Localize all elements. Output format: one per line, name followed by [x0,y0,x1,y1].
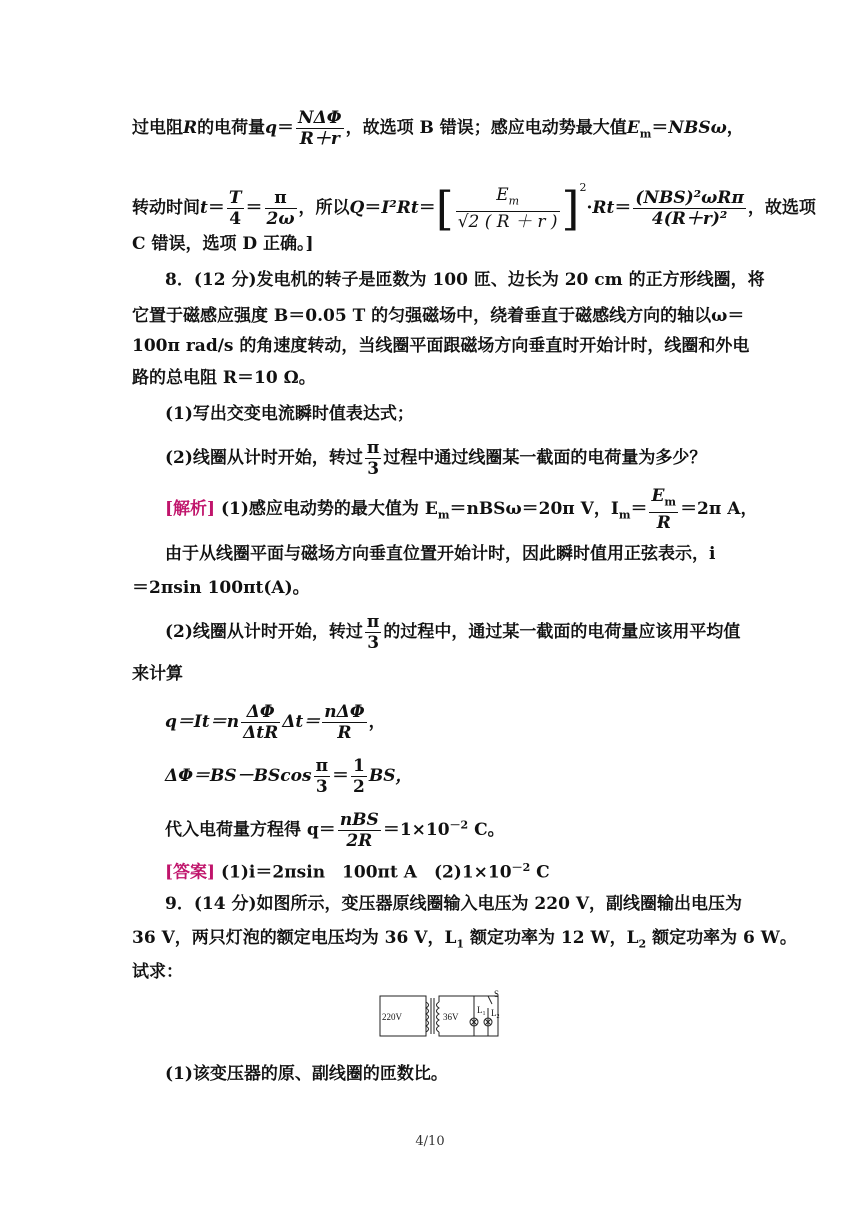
lamp-1-label: $L_1$ [477,1005,486,1017]
fraction: $\frac{E_m}{R}$ [651,486,677,534]
text-line-2: 转动时间t＝ $\frac{T}{4}$ ＝ $\frac{\pi}{2\omega}$ ，所以Q＝I²Rt＝[ $\frac{E_m}{√2 ( R + r )}$ ]$^2$·Rt＝ $\frac{\text{(NBS)²ωRπ}}{\text{4(R＋r)²}}$ ，故选项 [132,181,816,236]
analysis-line-3: ＝2πsin 100πt(A)。 [132,578,310,598]
problem-8-line-3: 100π rad/s 的角速度转动，当线圈平面跟磁场方向垂直时开始计时，线圈和外电 [132,336,750,356]
switch-s [488,996,492,1004]
fraction: $\frac{1}{2}$ [353,756,365,797]
fraction: $\frac{\text{nΔΦ}}{R}$ [324,702,365,743]
analysis-line-4: (2)线圈从计时开始，转过 $\frac{\pi}{3}$ 的过程中，通过某一截面的电荷量应该用平均值 [165,612,741,653]
problem-8-line-2: 它置于磁感应强度 B＝0.05 T 的匀强磁场中，绕着垂直于磁感线方向的轴以ω＝ [132,306,745,326]
text-line-1: 过电阻R的电荷量q＝ $\frac{\text{NΔΦ}}{R+r}$ ，故选项 B 错误；感应电动势最大值$E_m=NBS\omega$， [132,108,744,149]
fraction: $\frac{\pi}{2\omega}$ [266,188,295,229]
text-line-3: C 错误，选项 D 正确。] [132,234,314,254]
analysis-line-5: 来计算 [132,664,183,684]
answer-tag: [答案] [165,862,216,883]
problem-9-line-3: 试求： [132,962,183,982]
page-number: 4/10 [415,1134,445,1149]
secondary-coil [437,1002,440,1032]
formula-delta-phi: ΔΦ＝BS－BScos $\frac{\pi}{3}$ ＝ $\frac{1}{2}$ BS， [165,756,413,797]
analysis-line-1: [解析] (1)感应电动势的最大值为 $E_m=nBS\omega=20\pi$ V，$I_m=$ $\frac{E_m}{R}$ ＝2π A， [165,486,758,534]
problem-8-line-4: 路的总电阻 R＝10 Ω。 [132,368,316,388]
question-2: (2)线圈从计时开始，转过 $\frac{\pi}{3}$ 过程中通过线圈某一截面的电荷量为多少？ [165,438,707,479]
switch-label: S [494,989,500,999]
fraction: $\frac{\text{nBS}}{2R}$ [339,810,379,851]
fraction: $\frac{\pi}{3}$ [315,756,329,797]
secondary-voltage-label: 36V [443,1012,459,1022]
fraction: $\frac{\text{(NBS)²ωRπ}}{\text{4(R＋r)²}}$ [635,188,744,229]
right-bracket: ] [561,181,580,236]
question-9-1: (1)该变压器的原、副线圈的匝数比。 [165,1064,448,1084]
problem-9-line-1: 9．(14 分)如图所示，变压器原线圈输入电压为 220 V，副线圈输出电压为 [165,894,743,914]
formula-q: q＝It＝n $\frac{\Delta\Phi}{\text{ΔtR}}$ Δt＝ $\frac{\text{nΔΦ}}{R}$ ， [165,702,386,743]
left-bracket: [ [435,181,454,236]
fraction: $\frac{\pi}{3}$ [366,612,380,653]
lamp-2-label: $L_2$ [491,1008,500,1020]
fraction: $\frac{T}{4}$ [228,188,242,229]
fraction: $\frac{\pi}{3}$ [366,438,380,479]
transformer-circuit-diagram [376,988,526,1044]
problem-8-line-1: 8．(12 分)发电机的转子是匝数为 100 匝、边长为 20 cm 的正方形线圈，将 [165,270,765,290]
analysis-line-2: 由于从线圈平面与磁场方向垂直位置开始计时，因此瞬时值用正弦表示，i [165,544,716,564]
fraction: $\frac{E_m}{√2 ( R + r )}$ [457,184,558,233]
fraction: $\frac{\text{NΔΦ}}{R+r}$ [298,108,342,149]
fraction: $\frac{\Delta\Phi}{\text{ΔtR}}$ [243,702,279,743]
problem-9-line-2: 36 V，两只灯泡的额定电压均为 36 V，$L_1$ 额定功率为 12 W，$L_2$ 额定功率为 6 W。 [132,928,797,951]
question-1: (1)写出交变电流瞬时值表达式； [165,404,414,424]
formula-result: 代入电荷量方程得 q＝ $\frac{\text{nBS}}{2R}$ $=1\times 10^{-2}$ C。 [165,810,505,851]
analysis-tag: [解析] [165,499,216,520]
primary-voltage-label: 220V [382,1012,402,1022]
answer-line: [答案] (1)i＝2πsin 100πt A $(2)1\times 10^{-2}$ C [165,861,550,883]
